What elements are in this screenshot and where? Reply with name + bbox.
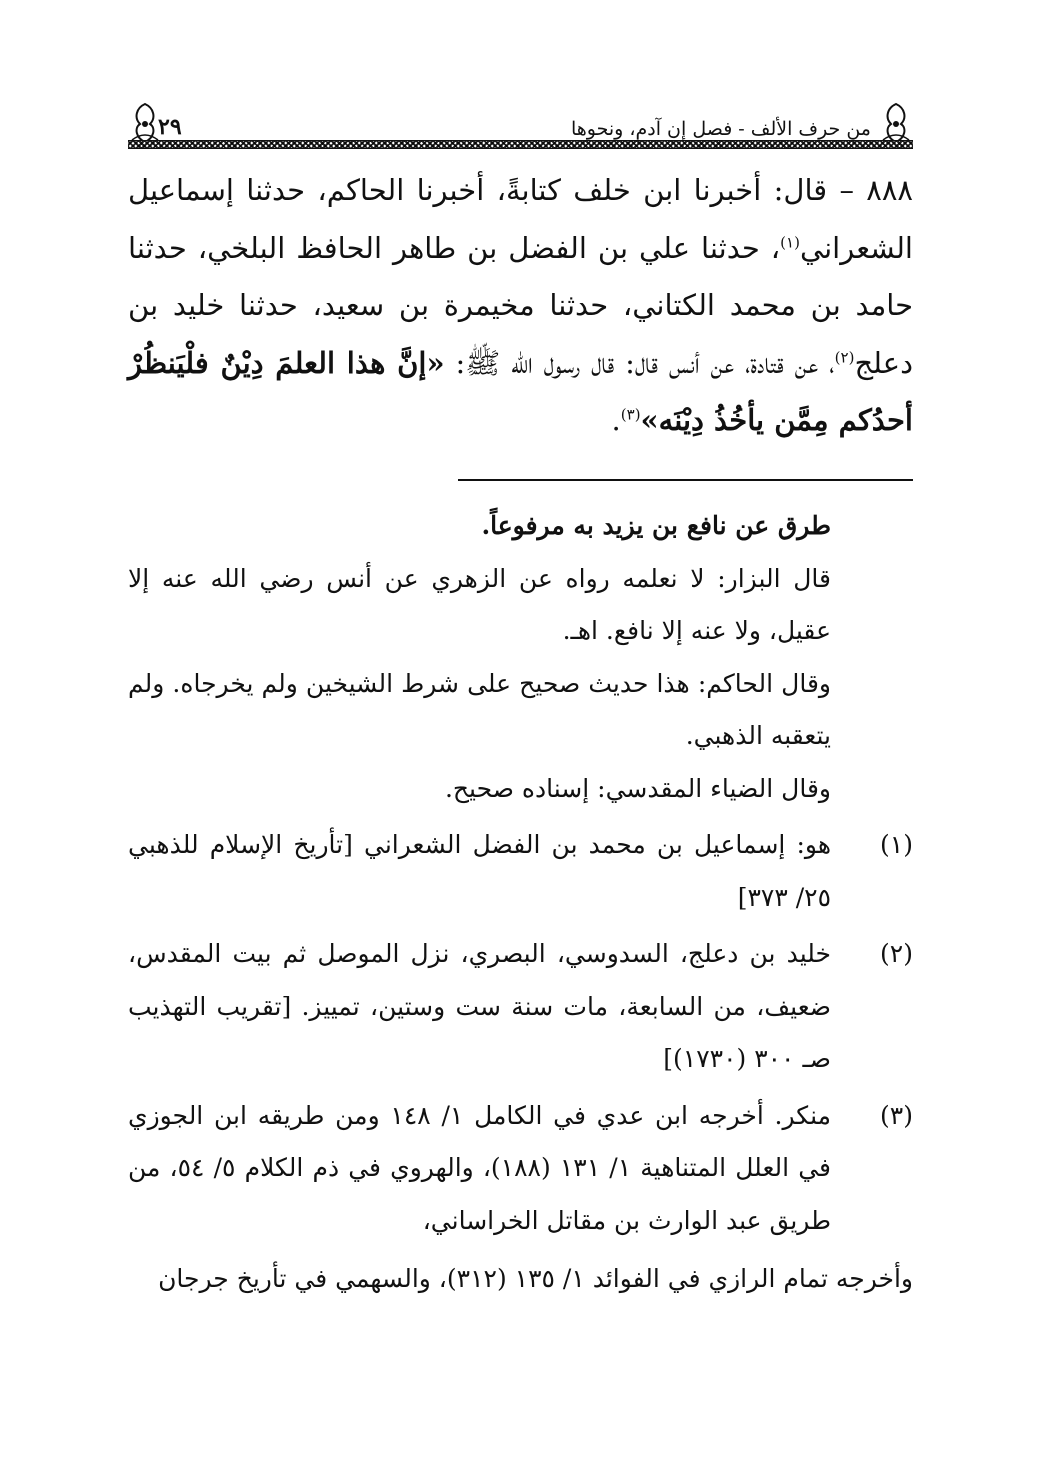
isnad-part-2: ، حدثنا علي بن الفضل بن طاهر الحافظ البلخي، حدثنا حامد بن محمد الكتاني، حدثنا مخيمرة بن سعيد، حدثنا خليد بن دعلج [128, 230, 913, 380]
page-number: ٢٩ [158, 114, 182, 140]
header-title: من حرف الألف - فصل إن آدم، ونحوها [570, 118, 871, 140]
footnotes-section [128, 500, 913, 1306]
continuation-line: وقال الضياء المقدسي: إسناده صحيح. [444, 773, 831, 803]
running-header [128, 98, 913, 150]
footnote-1 [128, 819, 913, 924]
footnote-divider [458, 479, 913, 481]
hadith-matn: «إنَّ هذا العلمَ دِيْنٌ فلْيَنظُرْ أحدُكم مِمَّن يأخُذُ دِيْنَه» [128, 345, 913, 437]
footnote-text: هو: إسماعيل بن محمد بن الفضل الشعراني [تأريخ الإسلام للذهبي ٢٥/ ٣٧٣] [128, 830, 831, 912]
footnote-ref-3: (٣) [620, 405, 641, 424]
continuation-line: قال البزار: لا نعلمه رواه عن الزهري عن أنس رضي الله عنه إلا عقيل، ولا عنه إلا نافع. اهـ. [128, 563, 831, 645]
continuation-line: طرق عن نافع بن يزيد به مرفوعاً. [481, 511, 831, 540]
footnote-text: منكر. أخرجه ابن عدي في الكامل ١/ ١٤٨ ومن طريقه ابن الجوزي في العلل المتناهية ١/ ١٣١ (١٨٨)، والهروي في ذم الكلام ٥/ ٥٤، من طريق عبد الوارث بن مقاتل الخراساني، [128, 1100, 832, 1235]
footnote-continuation: وأخرجه تمام الرازي في الفوائد ١/ ١٣٥ (٣١٢)، والسهمي في تأريخ جرجان [158, 1264, 913, 1293]
hadith-paragraph [128, 162, 913, 450]
footnote-number: (١) [880, 830, 913, 859]
footnote-3 [128, 1090, 913, 1248]
footnote-number: (٢) [880, 939, 913, 968]
paragraph-end: . [611, 403, 621, 437]
continuation-line: وقال الحاكم: هذا حديث صحيح على شرط الشيخين ولم يخرجاه. ولم يتعقبه الذهبي. [128, 668, 831, 750]
footnote-ref-1: (١) [780, 232, 800, 251]
footnote-ref-2: (٢) [834, 347, 855, 366]
hadith-number: ٨٨٨ [866, 173, 913, 207]
isnad-part-3: ، عن قتادة، عن أنس قال: قال رسول الله ﷺ: [444, 345, 835, 380]
footnote-2 [128, 928, 913, 1086]
footnote-number: (٣) [880, 1100, 913, 1130]
header-rule [128, 140, 913, 149]
footnote-text: خليد بن دعلج، السدوسي، البصري، نزل الموصل ثم بيت المقدس، ضعيف، من السابعة، مات سنة ست وستين، تمييز. [تقريب التهذيب صـ ٣٠٠ (١٧٣٠)] [128, 939, 831, 1073]
isnad-part-1: – قال: أخبرنا ابن خلف كتابةً، أخبرنا الحاكم، حدثنا إسماعيل الشعراني [128, 173, 913, 265]
main-text [128, 162, 913, 450]
